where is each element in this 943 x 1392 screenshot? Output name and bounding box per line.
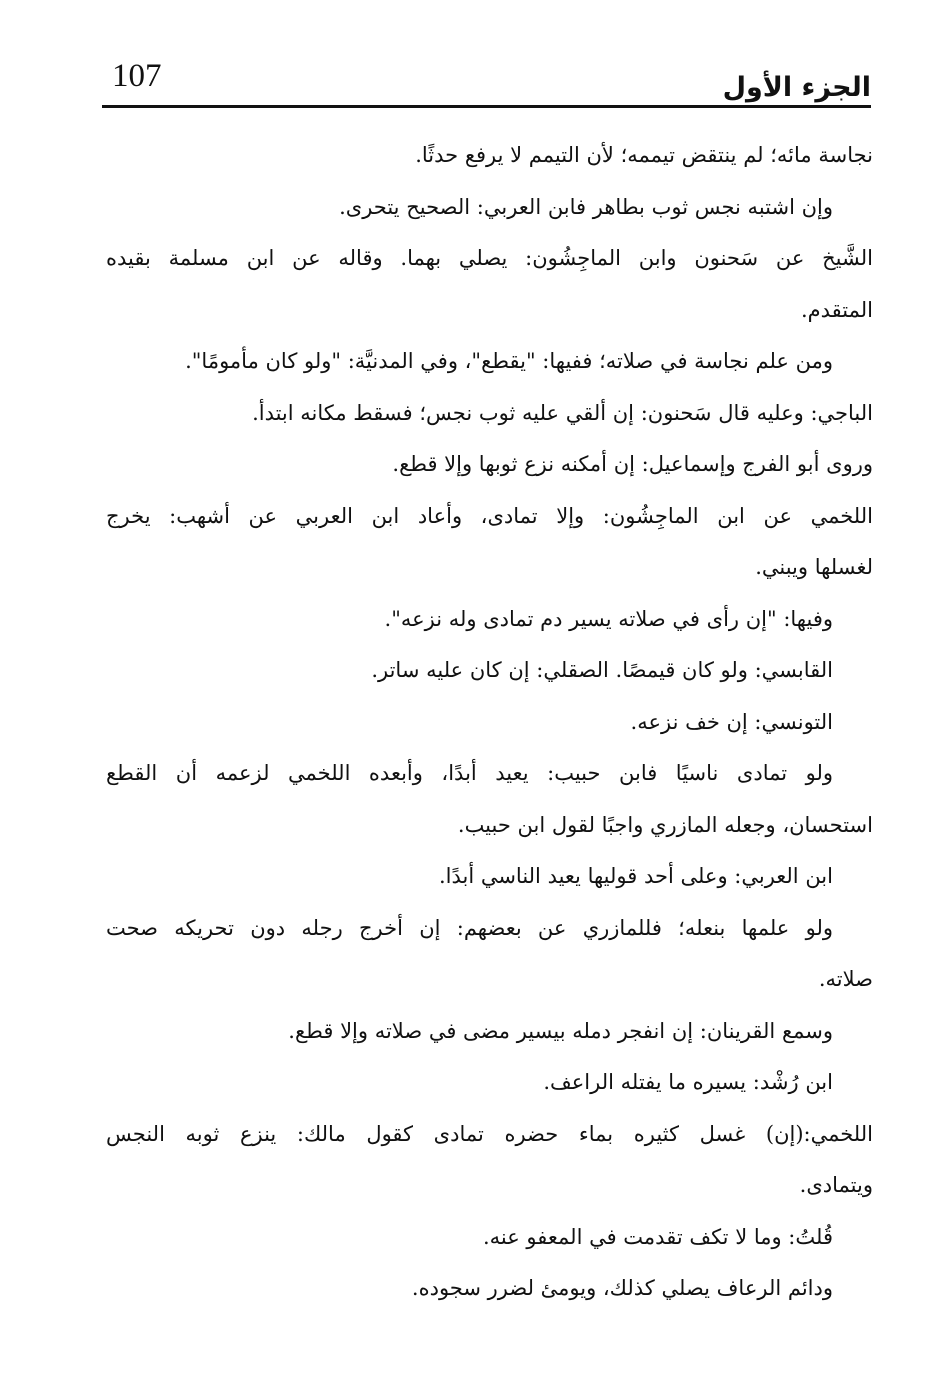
text-line: ودائم الرعاف يصلي كذلك، ويومئ لضرر سجوده.: [411, 1276, 833, 1300]
page-number: 107: [112, 58, 162, 94]
text-line: ومن علم نجاسة في صلاته؛ ففيها: "يقطع"، وفي المدنيَّة: "ولو كان مأمومًا".: [185, 349, 833, 373]
text-line: لغسلها ويبني.: [755, 555, 873, 579]
running-head: الجزء الأول: [722, 72, 871, 103]
text-line: نجاسة مائه؛ لم ينتقض تيممه؛ لأن التيمم لا يرفع حدثًا.: [415, 143, 873, 167]
text-line: وإن اشتبه نجس ثوب بطاهر فابن العربي: الصحيح يتحرى.: [339, 194, 833, 219]
text-line: ابن رُشْد: يسيره ما يفتله الراعف.: [543, 1070, 833, 1094]
text-line: وسمع القرينان: إن انفجر دمله بيسير مضى في صلاته وإلا قطع.: [288, 1018, 833, 1043]
text-line: ولو علمها بنعله؛ فللمازري عن بعضهم: إن أخرج رجله دون تحريكه صحت: [106, 915, 833, 940]
text-line: ولو تمادى ناسيًا فابن حبيب: يعيد أبدًا، وأبعده اللخمي لزعمه أن القطع: [106, 761, 833, 785]
text-line: استحسان، وجعله المازري واجبًا لقول ابن حبيب.: [457, 812, 873, 837]
text-line: صلاته.: [818, 967, 873, 991]
page-body: [106, 130, 873, 1315]
text-line: وروى أبو الفرج وإسماعيل: إن أمكنه نزع ثوبها وإلا قطع.: [392, 452, 873, 476]
text-line: قُلتُ: وما لا تكف تقدمت في المعفو عنه.: [482, 1224, 833, 1249]
text-line: الشَّيخ عن سَحنون وابن الماجِشُون: يصلي بهما. وقاله عن ابن مسلمة بقيده: [106, 246, 873, 270]
text-line: اللخمي عن ابن الماجِشُون: وإلا تمادى، وأعاد ابن العربي عن أشهب: يخرج: [106, 503, 873, 528]
text-line: وفيها: "إن رأى في صلاته يسير دم تمادى وله نزعه".: [384, 606, 833, 631]
text-line: المتقدم.: [800, 297, 873, 322]
text-line: التونسي: إن خف نزعه.: [630, 709, 833, 734]
text-line: الباجي: وعليه قال سَحنون: إن ألقي عليه ثوب نجس؛ فسقط مكانه ابتدأ.: [252, 400, 873, 425]
text-line: اللخمي:(إن) غسل كثيره بماء حضره تمادى كقول مالك: ينزع ثوبه النجس: [106, 1121, 873, 1146]
text-line: ابن العربي: وعلى أحد قوليها يعيد الناسي أبدًا.: [438, 864, 833, 888]
text-line: ويتمادى.: [799, 1173, 873, 1197]
text-line: القابسي: ولو كان قيمصًا. الصقلي: إن كان عليه ساتر.: [371, 658, 833, 682]
header-rule: [102, 105, 871, 108]
